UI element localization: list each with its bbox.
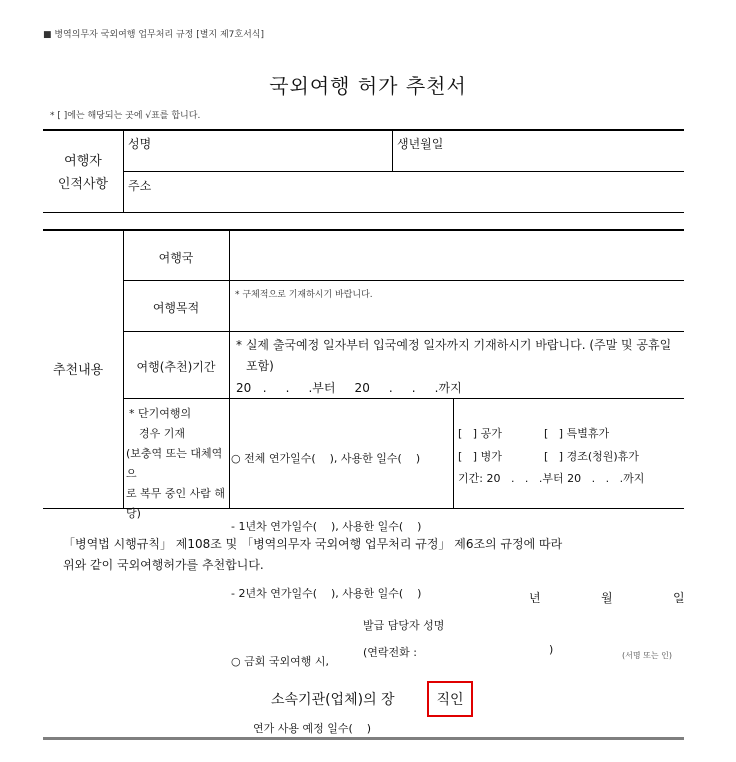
leave-special-checkbox[interactable]: [ ] 특별휴가 bbox=[544, 427, 610, 440]
period-label: 여행(추천)기간 bbox=[136, 360, 216, 374]
table-top-border bbox=[43, 229, 684, 231]
period-note: * 실제 출국예정 일자부터 입국예정 일자까지 기재하시기 바랍니다. (주말 및 공휴일 bbox=[236, 338, 672, 352]
page-title: 국외여행 허가 추천서 bbox=[269, 74, 467, 98]
row-divider bbox=[123, 171, 684, 172]
planned-leave-days[interactable]: 연가 사용 예정 일수( ) bbox=[253, 722, 372, 735]
table-top-border bbox=[43, 129, 684, 131]
year1-leave-days[interactable]: - 1년차 연가일수( ), 사용한 일수( ) bbox=[231, 519, 422, 533]
column-divider bbox=[392, 130, 393, 171]
address-field[interactable]: 주소 bbox=[128, 179, 152, 193]
row-divider bbox=[123, 280, 684, 281]
purpose-label: 여행목적 bbox=[152, 301, 200, 315]
leave-sick-checkbox[interactable]: [ ] 병가 bbox=[458, 450, 502, 463]
row-divider bbox=[43, 212, 684, 213]
column-divider bbox=[453, 398, 454, 508]
country-field[interactable] bbox=[232, 232, 682, 278]
country-label: 여행국 bbox=[158, 251, 194, 265]
leave-period-field[interactable]: 기간: 20 . . .부터 20 . . .까지 bbox=[458, 472, 645, 485]
agency-head-label: 소속기관(업체)의 장 bbox=[271, 692, 395, 708]
total-leave-days[interactable]: ○ 전체 연가일수( ), 사용한 일수( ) bbox=[231, 452, 421, 465]
officer-phone-label: (연락전화 : bbox=[363, 646, 417, 659]
birthdate-field[interactable]: 생년월일 bbox=[397, 137, 444, 151]
leave-official-checkbox[interactable]: [ ] 공가 bbox=[458, 427, 502, 440]
name-field[interactable]: 성명 bbox=[128, 137, 152, 151]
form-number: ■ 병역의무자 국외여행 업무처리 규정 [별지 제7호서식] bbox=[43, 30, 264, 40]
sign-note: (서명 또는 인) bbox=[622, 651, 672, 660]
officer-name-label: 발급 담당자 성명 bbox=[363, 619, 445, 632]
period-value[interactable]: 20 . . .부터 20 . . .까지 bbox=[236, 381, 462, 395]
leave-family-checkbox[interactable]: [ ] 경조(청원)휴가 bbox=[544, 450, 639, 463]
period-note-cont: 포함) bbox=[246, 359, 274, 373]
check-note: * [ ]에는 해당되는 곳에 √표를 합니다. bbox=[50, 111, 201, 121]
statement-line-2: 위와 같이 국외여행허가를 추천합니다. bbox=[63, 558, 264, 572]
year2-leave-days[interactable]: - 2년차 연가일수( ), 사용한 일수( ) bbox=[231, 587, 422, 600]
footer-bar bbox=[43, 737, 684, 740]
column-divider bbox=[123, 130, 124, 212]
row-divider bbox=[123, 398, 684, 399]
date-day-label: 일 bbox=[673, 591, 685, 605]
recommend-section-label: 추천내용 bbox=[53, 363, 104, 378]
traveler-section-label: 여행자 인적사항 bbox=[57, 154, 109, 192]
statement-line-1: 「병역법 시행규칙」 제108조 및 「병역의무자 국외여행 업무처리 규정」 제6조의 규정에 따라 bbox=[63, 537, 563, 551]
short-trip-label: * 단기여행의 경우 기재 (보충역 또는 대체역으 로 복무 중인 사람 해 당) bbox=[126, 407, 225, 520]
purpose-note: * 구체적으로 기재하시기 바랍니다. bbox=[235, 290, 373, 300]
this-trip-label: ○ 금회 국외여행 시, bbox=[231, 654, 329, 668]
officer-phone-close: ) bbox=[549, 643, 554, 656]
date-month-label: 월 bbox=[601, 591, 613, 605]
date-year-label: 년 bbox=[529, 591, 541, 605]
seal-label: 직인 bbox=[436, 692, 464, 708]
row-divider bbox=[123, 331, 684, 332]
